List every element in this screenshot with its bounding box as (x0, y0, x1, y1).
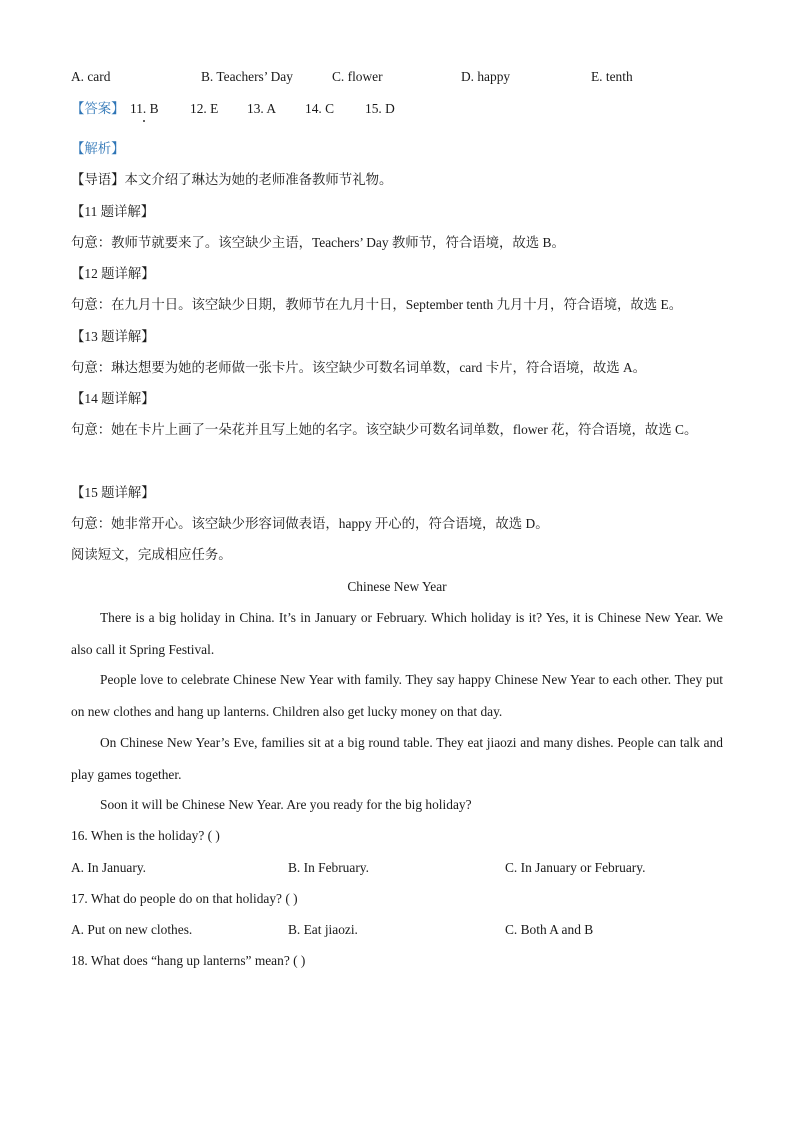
option-b: B. Teachers’ Day (201, 69, 293, 84)
question-17: 17. What do people do on that holiday? ( ) (71, 891, 298, 906)
answer-13: 13. A (247, 101, 277, 116)
detail-15-heading: 【15 题详解】 (71, 485, 155, 500)
passage-paragraph-2: People love to celebrate Chinese New Year with family. They say happy Chinese New Year to each other. They put on new clothes and hang up lanterns. Children also get lucky money on that day. (71, 672, 723, 719)
detail-14-heading: 【14 题详解】 (71, 391, 155, 406)
answer-14: 14. C (305, 101, 335, 116)
answer-12: 12. E (190, 101, 219, 116)
option-a: A. card (71, 69, 111, 84)
stray-mark (143, 120, 145, 122)
intro-text: 【导语】本文介绍了琳达为她的老师准备教师节礼物。 (71, 172, 393, 187)
detail-11-heading: 【11 题详解】 (71, 204, 155, 219)
detail-12-heading: 【12 题详解】 (71, 266, 155, 281)
option-e: E. tenth (591, 69, 633, 84)
detail-13-text: 句意：琳达想要为她的老师做一张卡片。该空缺少可数名词单数，card 卡片，符合语境，故选 A。 (71, 360, 647, 375)
reading-instruction: 阅读短文，完成相应任务。 (71, 547, 232, 562)
detail-14-text: 句意：她在卡片上画了一朵花并且写上她的名字。该空缺少可数名词单数，flower 花，符合语境，故选 C。 (71, 422, 698, 437)
detail-11-text: 句意：教师节就要来了。该空缺少主语，Teachers’ Day 教师节，符合语境，故选 B。 (71, 235, 565, 250)
analysis-label: 【解析】 (71, 141, 125, 156)
option-d: D. happy (461, 69, 511, 84)
q17-option-b: B. Eat jiaozi. (288, 922, 358, 937)
passage-paragraph-1: There is a big holiday in China. It’s in January or February. Which holiday is it? Yes, it is Chinese New Year. We also call it Spring Festival. (71, 610, 723, 657)
q16-option-b: B. In February. (288, 860, 369, 875)
detail-12-text: 句意：在九月十日。该空缺少日期，教师节在九月十日，September tenth 九月十月，符合语境，故选 E。 (71, 297, 683, 312)
q17-option-c: C. Both A and B (505, 922, 594, 937)
question-18: 18. What does “hang up lanterns” mean? ( ) (71, 953, 306, 968)
option-c: C. flower (332, 69, 383, 84)
detail-15-text: 句意：她非常开心。该空缺少形容词做表语，happy 开心的，符合语境，故选 D。 (71, 516, 549, 531)
passage-title: Chinese New Year (347, 579, 447, 594)
q16-option-a: A. In January. (71, 860, 146, 875)
answer-15: 15. D (365, 101, 395, 116)
passage-paragraph-3: On Chinese New Year’s Eve, families sit at a big round table. They eat jiaozi and many dishes. People can talk and play games together. (71, 735, 723, 782)
answer-label: 【答案】 (71, 101, 125, 116)
q17-option-a: A. Put on new clothes. (71, 922, 193, 937)
answer-11: 11. B (130, 101, 159, 116)
detail-13-heading: 【13 题详解】 (71, 329, 155, 344)
passage-paragraph-4: Soon it will be Chinese New Year. Are you ready for the big holiday? (100, 797, 472, 812)
question-16: 16. When is the holiday? ( ) (71, 828, 220, 843)
q16-option-c: C. In January or February. (505, 860, 646, 875)
